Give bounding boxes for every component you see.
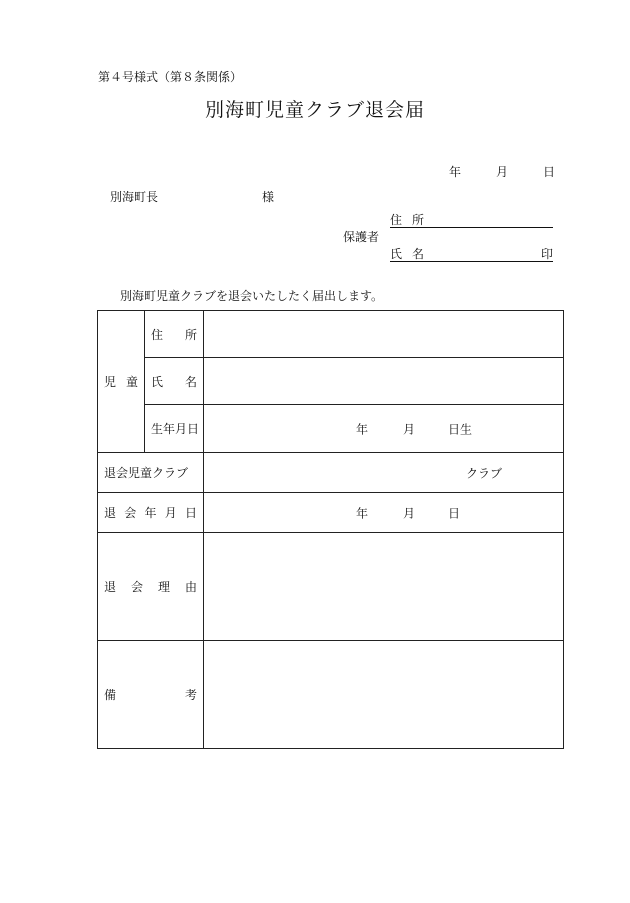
birth-day: 日生 [448, 422, 473, 436]
addressee-honorific: 様 [262, 190, 275, 204]
page-title: 別海町児童クラブ退会届 [204, 99, 425, 121]
guardian-name-field[interactable] [390, 245, 553, 262]
date-day: 日 [543, 165, 556, 179]
club-label: 退会児童クラブ [98, 453, 204, 493]
child-name-field[interactable] [204, 358, 564, 405]
withdraw-year: 年 [356, 506, 369, 520]
withdraw-date-label-5: 日 [184, 506, 197, 520]
reason-field[interactable] [204, 533, 564, 641]
remarks-label-1: 備 [104, 688, 117, 702]
child-address-label-1: 住 [151, 327, 164, 342]
child-address-label-2: 所 [184, 327, 197, 342]
guardian-label: 保護者 [343, 230, 380, 244]
guardian-name-label-1: 氏 [390, 247, 403, 261]
reason-label-1: 退 [104, 580, 117, 594]
withdraw-date-label-1: 退 [104, 506, 117, 520]
birth-year: 年 [356, 422, 369, 436]
withdraw-date-field[interactable] [204, 493, 564, 533]
child-label-2: 童 [125, 375, 138, 389]
guardian-address-label-1: 住 [390, 213, 403, 227]
guardian-name-label-2: 名 [412, 247, 425, 261]
guardian-address-label-2: 所 [412, 213, 425, 227]
remarks-label-cell [98, 641, 204, 749]
child-label-1: 児 [104, 375, 117, 389]
reason-label-4: 由 [184, 580, 197, 594]
reason-label-3: 理 [157, 580, 170, 594]
guardian-address-field[interactable] [390, 211, 553, 228]
child-address-field[interactable] [204, 311, 564, 358]
withdrawal-form-table [97, 310, 564, 749]
seal-mark: 印 [540, 247, 553, 261]
withdraw-date-label-cell [98, 493, 204, 533]
birthdate-label: 生年月日 [145, 405, 204, 453]
birthdate-field[interactable] [204, 405, 564, 453]
withdraw-date-label-3: 年 [144, 506, 157, 520]
reason-label-2: 会 [130, 580, 143, 594]
child-name-label-1: 氏 [151, 374, 164, 389]
club-field[interactable] [204, 453, 564, 493]
date-month: 月 [496, 165, 509, 179]
withdraw-month: 月 [403, 506, 416, 520]
club-suffix: クラブ [466, 466, 503, 480]
birth-month: 月 [403, 422, 416, 436]
statement: 別海町児童クラブを退会いたしたく届出します。 [120, 289, 384, 303]
withdraw-date-label-4: 月 [164, 506, 177, 520]
remarks-field[interactable] [204, 641, 564, 749]
child-label-cell [98, 311, 145, 453]
addressee-name: 別海町長 [110, 190, 159, 204]
withdraw-day: 日 [448, 506, 461, 520]
date-year: 年 [449, 165, 462, 179]
child-name-label-2: 名 [184, 374, 197, 389]
remarks-label-2: 考 [184, 688, 197, 702]
child-name-label-cell [145, 358, 204, 405]
form-number: 第４号様式（第８条関係） [98, 70, 243, 84]
child-address-label-cell [145, 311, 204, 358]
withdraw-date-label-2: 会 [124, 506, 137, 520]
reason-label-cell [98, 533, 204, 641]
